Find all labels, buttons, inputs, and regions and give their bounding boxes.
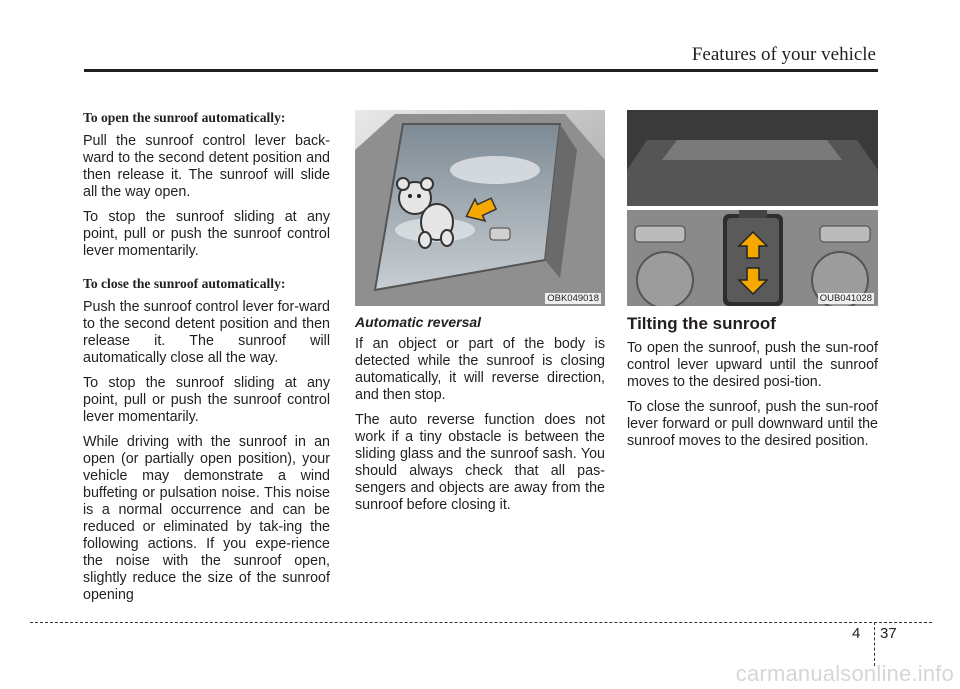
sunroof-tilt-illustration (627, 110, 878, 306)
page-number: 37 (880, 625, 897, 642)
paragraph: Push the sunroof control lever for-ward to the second detent position and then release it. The sunroof will automatically close all the way. (83, 299, 330, 366)
paragraph: Pull the sunroof control lever back-ward to the second detent position and then release it. The sunroof will slide all the way open. (83, 133, 330, 200)
paragraph: While driving with the sunroof in an open (or partially open position), your vehicle may demonstrate a wind buffeting or pulsation noise. This noise is a normal occurrence and can be reduced or eliminated by tak-ing the following actions. If you expe-rience the noise with the sunroof open, slightly reduce the size of the sunroof opening (83, 434, 330, 603)
heading-close-auto: To close the sunroof automatically: (83, 276, 286, 291)
header-rule (84, 69, 878, 72)
sunroof-glass-image (355, 110, 605, 306)
heading-automatic-reversal: Automatic reversal (355, 314, 482, 330)
console-image (627, 110, 878, 306)
heading-tilting-sunroof: Tilting the sunroof (627, 314, 776, 333)
heading-open-auto: To open the sunroof automatically: (83, 110, 286, 125)
footer-rule (30, 622, 932, 623)
paragraph: To open the sunroof, push the sun-roof control lever upward until the sunroof moves to the desired posi-tion. (627, 340, 878, 390)
column-right (627, 110, 878, 458)
paragraph: The auto reverse function does not work if a tiny obstacle is between the sliding glass and the sunroof sash. You should always check that all pas-sengers and objects are away from the sunroof before closing it. (355, 412, 605, 513)
paragraph: To close the sunroof, push the sun-roof lever forward or pull downward until the sunroof moves to the desired position. (627, 399, 878, 449)
figure-code: OBK049018 (547, 293, 599, 304)
figure-code: OUB041028 (819, 293, 872, 304)
page-divider (874, 622, 875, 666)
watermark: carmanualsonline.info (735, 661, 954, 686)
column-left (83, 110, 330, 612)
paragraph: To stop the sunroof sliding at any point, pull or push the sunroof control lever momentarily. (83, 209, 330, 259)
paragraph: If an object or part of the body is detected while the sunroof is closing automatically, it will reverse direction, and then stop. (355, 336, 605, 403)
section-title: Features of your vehicle (691, 44, 876, 65)
column-middle (355, 110, 605, 522)
chapter-number: 4 (852, 625, 861, 642)
sunroof-reversal-illustration (355, 110, 605, 306)
paragraph: To stop the sunroof sliding at any point, pull or push the sunroof control lever momentarily. (83, 375, 330, 425)
